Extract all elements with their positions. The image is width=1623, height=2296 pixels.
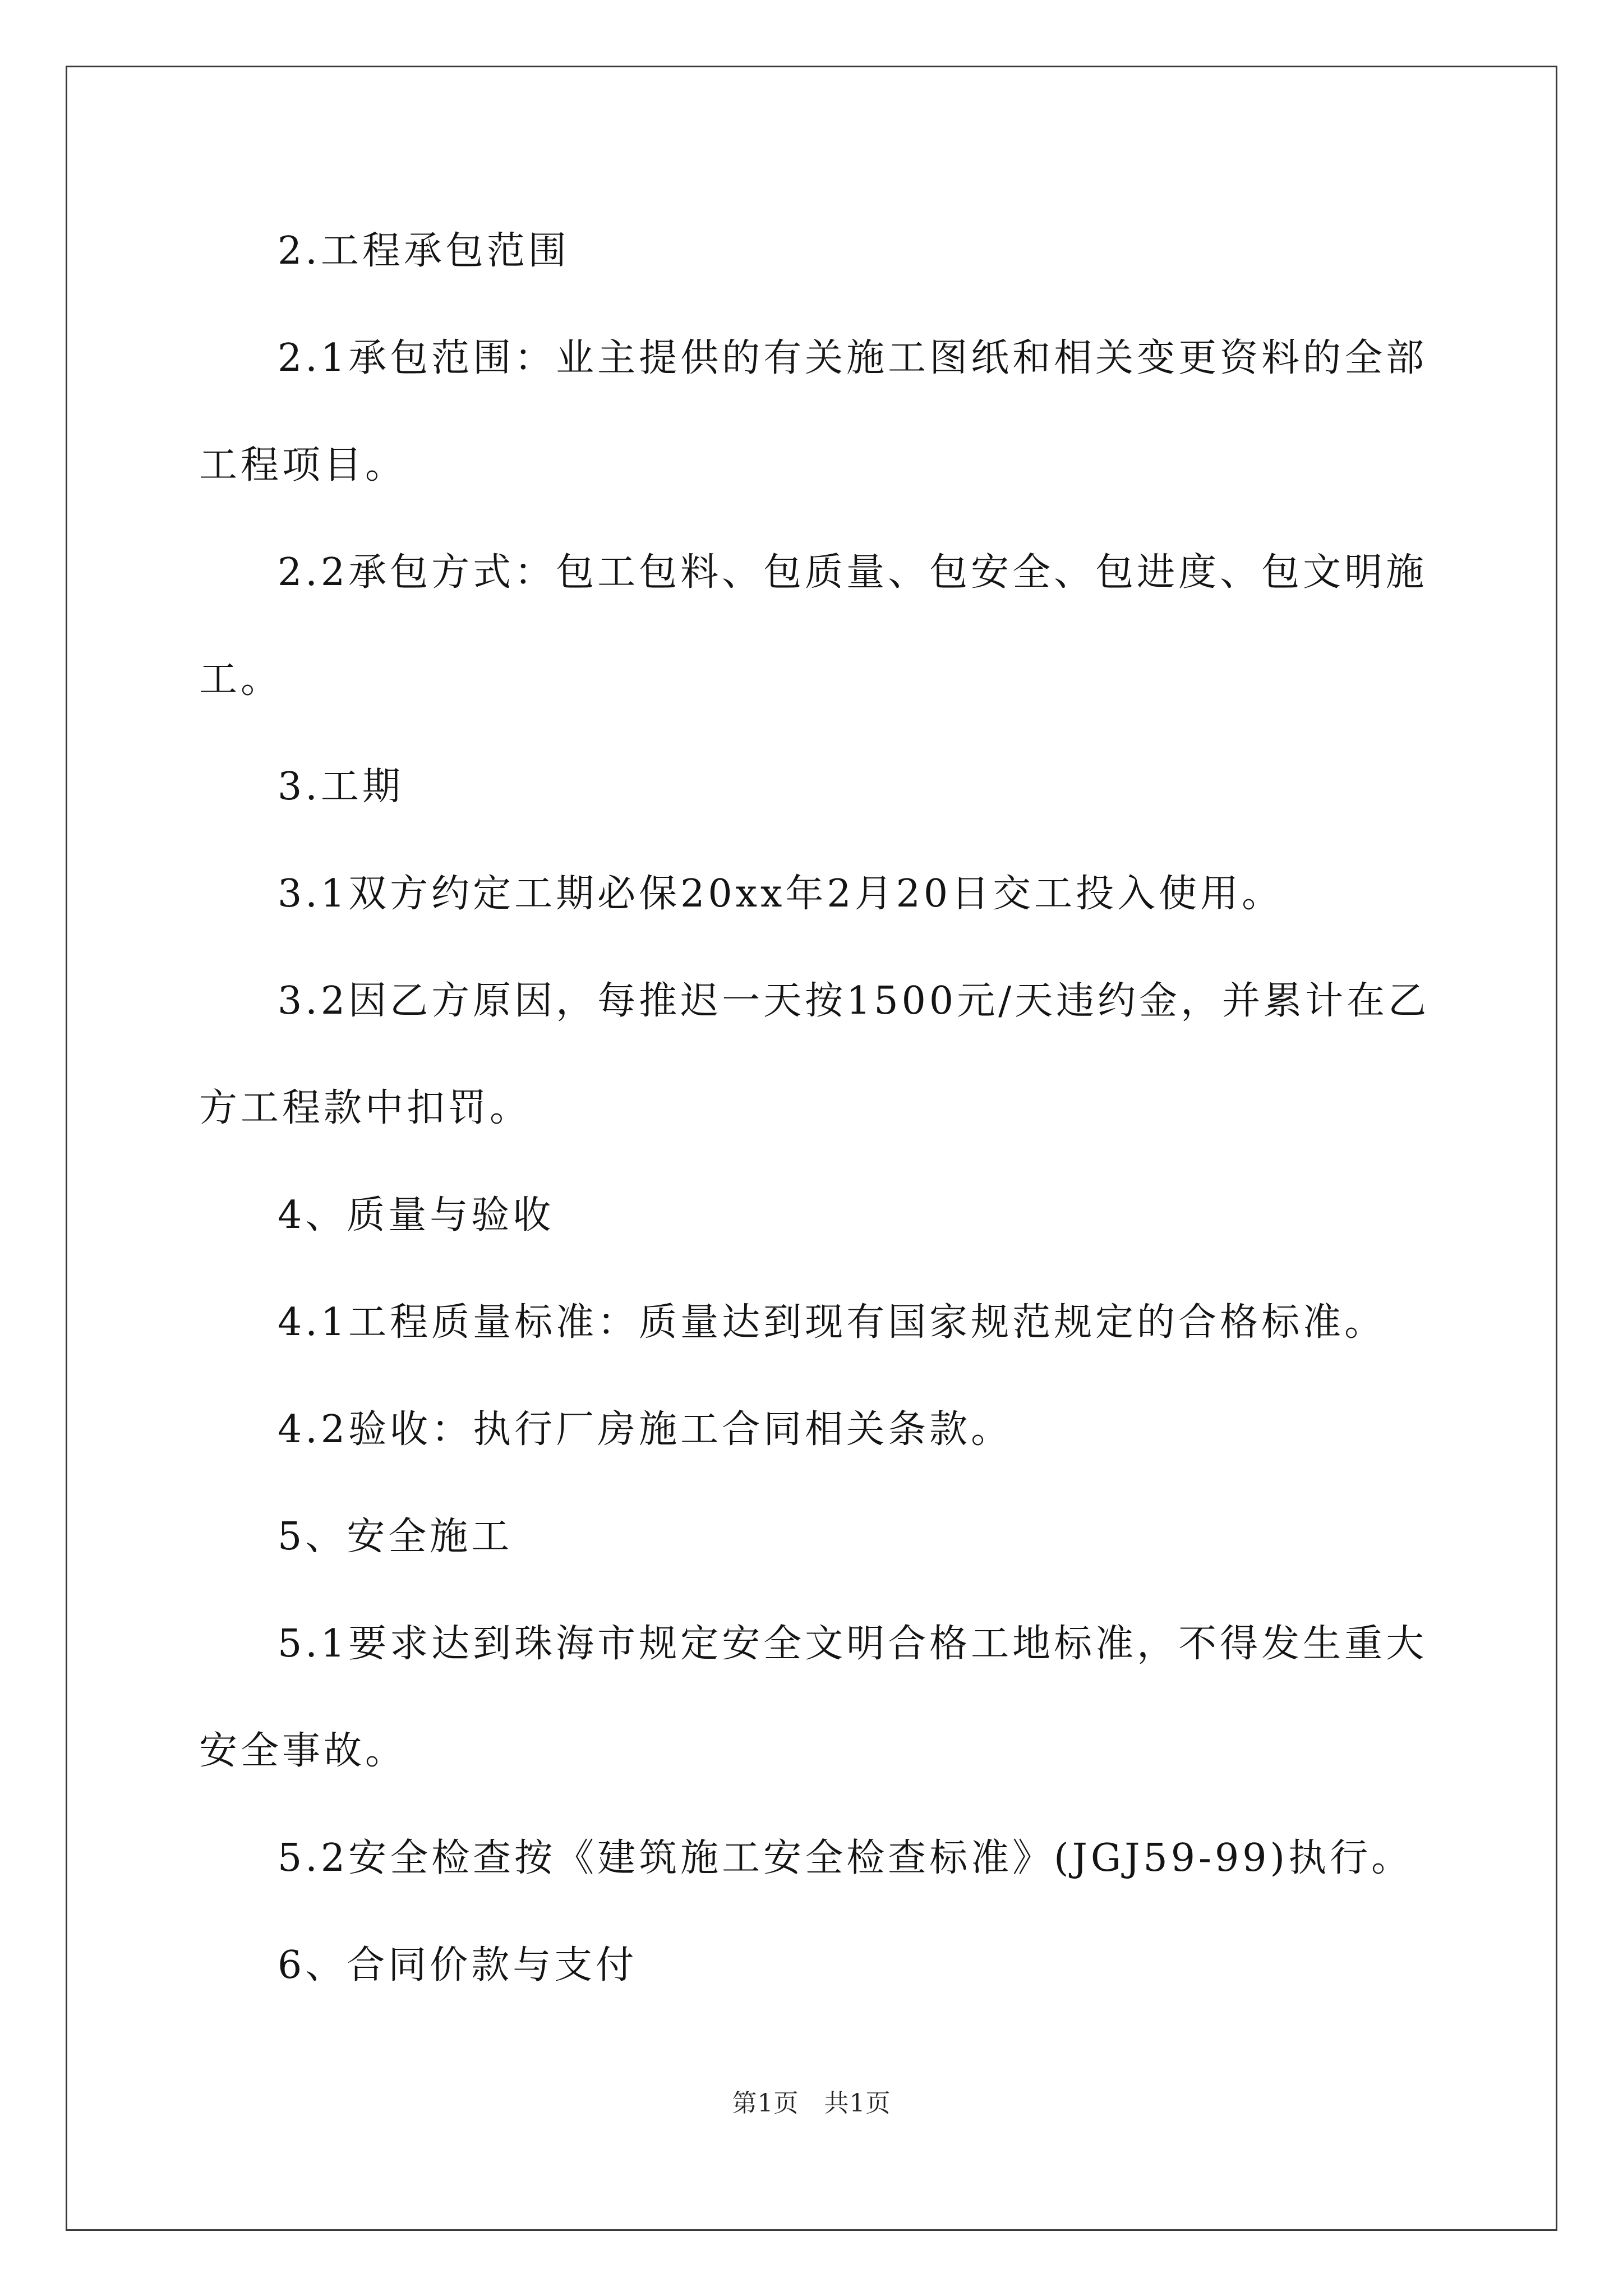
paragraph-2-1: 2.1承包范围：业主提供的有关施工图纸和相关变更资料的全部 [278, 336, 1428, 380]
paragraph-5-2: 5.2安全检查按《建筑施工安全检查标准》(JGJ59-99)执行。 [278, 1836, 1413, 1880]
section-heading-6: 6、合同价款与支付 [278, 1943, 638, 1987]
paragraph-3-2-cont: 方工程款中扣罚。 [199, 1086, 532, 1130]
paragraph-2-1-cont: 工程项目。 [199, 443, 407, 487]
paragraph-2-2-cont: 工。 [199, 657, 283, 702]
page-number: 第1页 [732, 2089, 799, 2118]
page-footer [0, 2088, 1623, 2119]
paragraph-4-2: 4.2验收：执行厂房施工合同相关条款。 [278, 1407, 1013, 1452]
section-heading-4: 4、质量与验收 [278, 1193, 555, 1237]
section-heading-5: 5、安全施工 [278, 1515, 513, 1559]
section-heading-3: 3.工期 [278, 765, 404, 809]
page-border [66, 66, 1557, 2231]
section-heading-2: 2.工程承包范围 [278, 229, 570, 273]
paragraph-4-1: 4.1工程质量标准：质量达到现有国家规范规定的合格标准。 [278, 1300, 1386, 1345]
paragraph-5-1: 5.1要求达到珠海市规定安全文明合格工地标准，不得发生重大 [278, 1622, 1428, 1666]
paragraph-5-1-cont: 安全事故。 [199, 1729, 407, 1773]
paragraph-3-1: 3.1双方约定工期必保20xx年2月20日交工投入使用。 [278, 872, 1284, 916]
footer-gap [799, 2089, 824, 2118]
paragraph-2-2: 2.2承包方式：包工包料、包质量、包安全、包进度、包文明施 [278, 550, 1428, 595]
paragraph-3-2: 3.2因乙方原因，每推迟一天按1500元/天违约金，并累计在乙 [278, 979, 1430, 1023]
page-total: 共1页 [824, 2089, 891, 2118]
